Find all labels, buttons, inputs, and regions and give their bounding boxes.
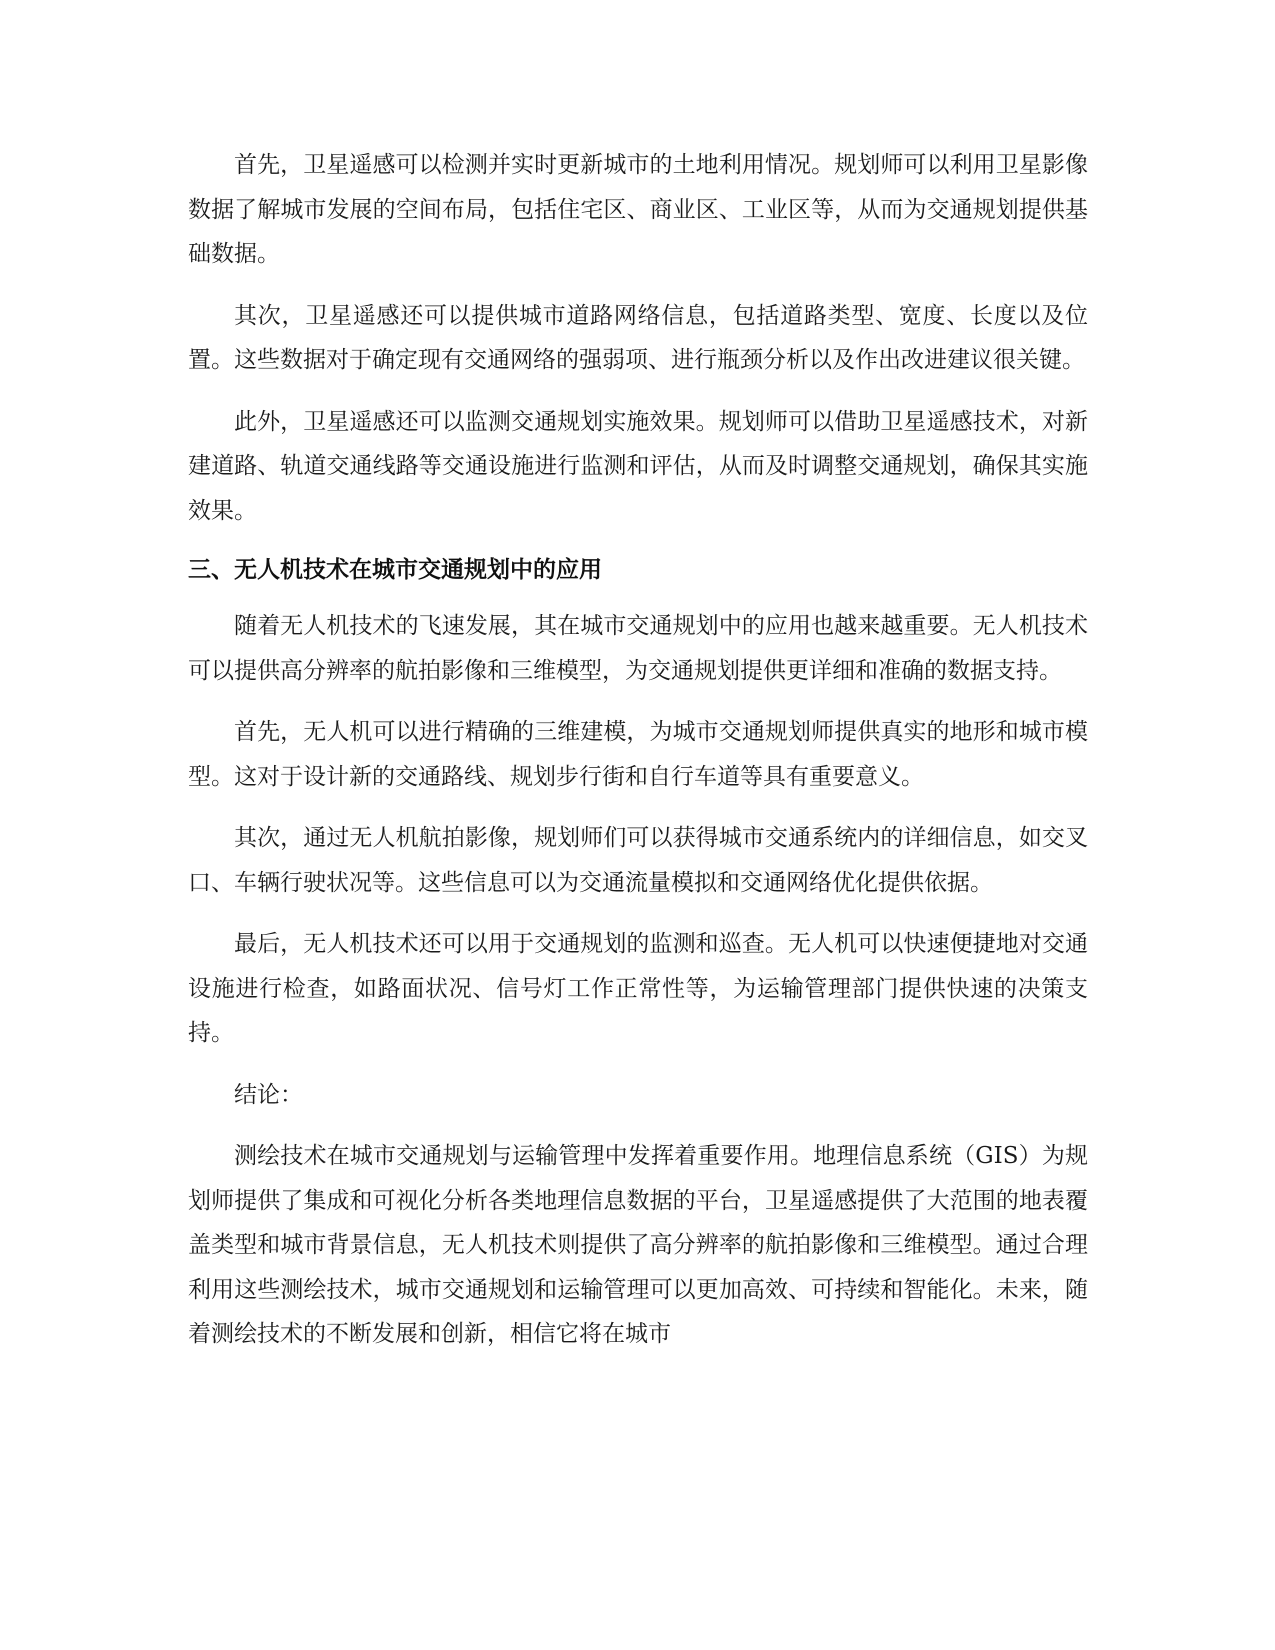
paragraph-drone-inspection: 最后，无人机技术还可以用于交通规划的监测和巡查。无人机可以快速便捷地对交通设施进行检查，如路面状况、信号灯工作正常性等，为运输管理部门提供快速的决策支持。 (188, 931, 1088, 1046)
paragraph-satellite-monitoring: 此外，卫星遥感还可以监测交通规划实施效果。规划师可以借助卫星遥感技术，对新建道路、轨道交通线路等交通设施进行监测和评估，从而及时调整交通规划，确保其实施效果。 (188, 408, 1088, 524)
conclusion-label: 结论： (234, 1081, 303, 1108)
paragraph-satellite-road-network: 其次，卫星遥感还可以提供城市道路网络信息，包括道路类型、宽度、长度以及位置。这些数据对于确定现有交通网络的强弱项、进行瓶颈分析以及作出改进建议很关键。 (188, 302, 1088, 373)
paragraph-drone-intro: 随着无人机技术的飞速发展，其在城市交通规划中的应用也越来越重要。无人机技术可以提供高分辨率的航拍影像和三维模型，为交通规划提供更详细和准确的数据支持。 (188, 613, 1088, 684)
paragraph-satellite-land-use: 首先，卫星遥感可以检测并实时更新城市的土地利用情况。规划师可以利用卫星影像数据了解城市发展的空间布局，包括住宅区、商业区、工业区等，从而为交通规划提供基础数据。 (188, 152, 1088, 267)
paragraph-drone-3d-modeling: 首先，无人机可以进行精确的三维建模，为城市交通规划师提供真实的地形和城市模型。这对于设计新的交通路线、规划步行街和自行车道等具有重要意义。 (188, 719, 1088, 790)
section-heading-drone: 三、无人机技术在城市交通规划中的应用 (188, 557, 602, 583)
document-body (188, 143, 1088, 1374)
paragraph-conclusion: 测绘技术在城市交通规划与运输管理中发挥着重要作用。地理信息系统（GIS）为规划师提供了集成和可视化分析各类地理信息数据的平台，卫星遥感提供了大范围的地表覆盖类型和城市背景信息，无人机技术则提供了高分辨率的航拍影像和三维模型。通过合理利用这些测绘技术，城市交通规划和运输管理可以更加高效、可持续和智能化。未来，随着测绘技术的不断发展和创新，相信它将在城市 (188, 1143, 1088, 1347)
paragraph-drone-aerial-imagery: 其次，通过无人机航拍影像，规划师们可以获得城市交通系统内的详细信息，如交叉口、车辆行驶状况等。这些信息可以为交通流量模拟和交通网络优化提供依据。 (188, 825, 1088, 896)
